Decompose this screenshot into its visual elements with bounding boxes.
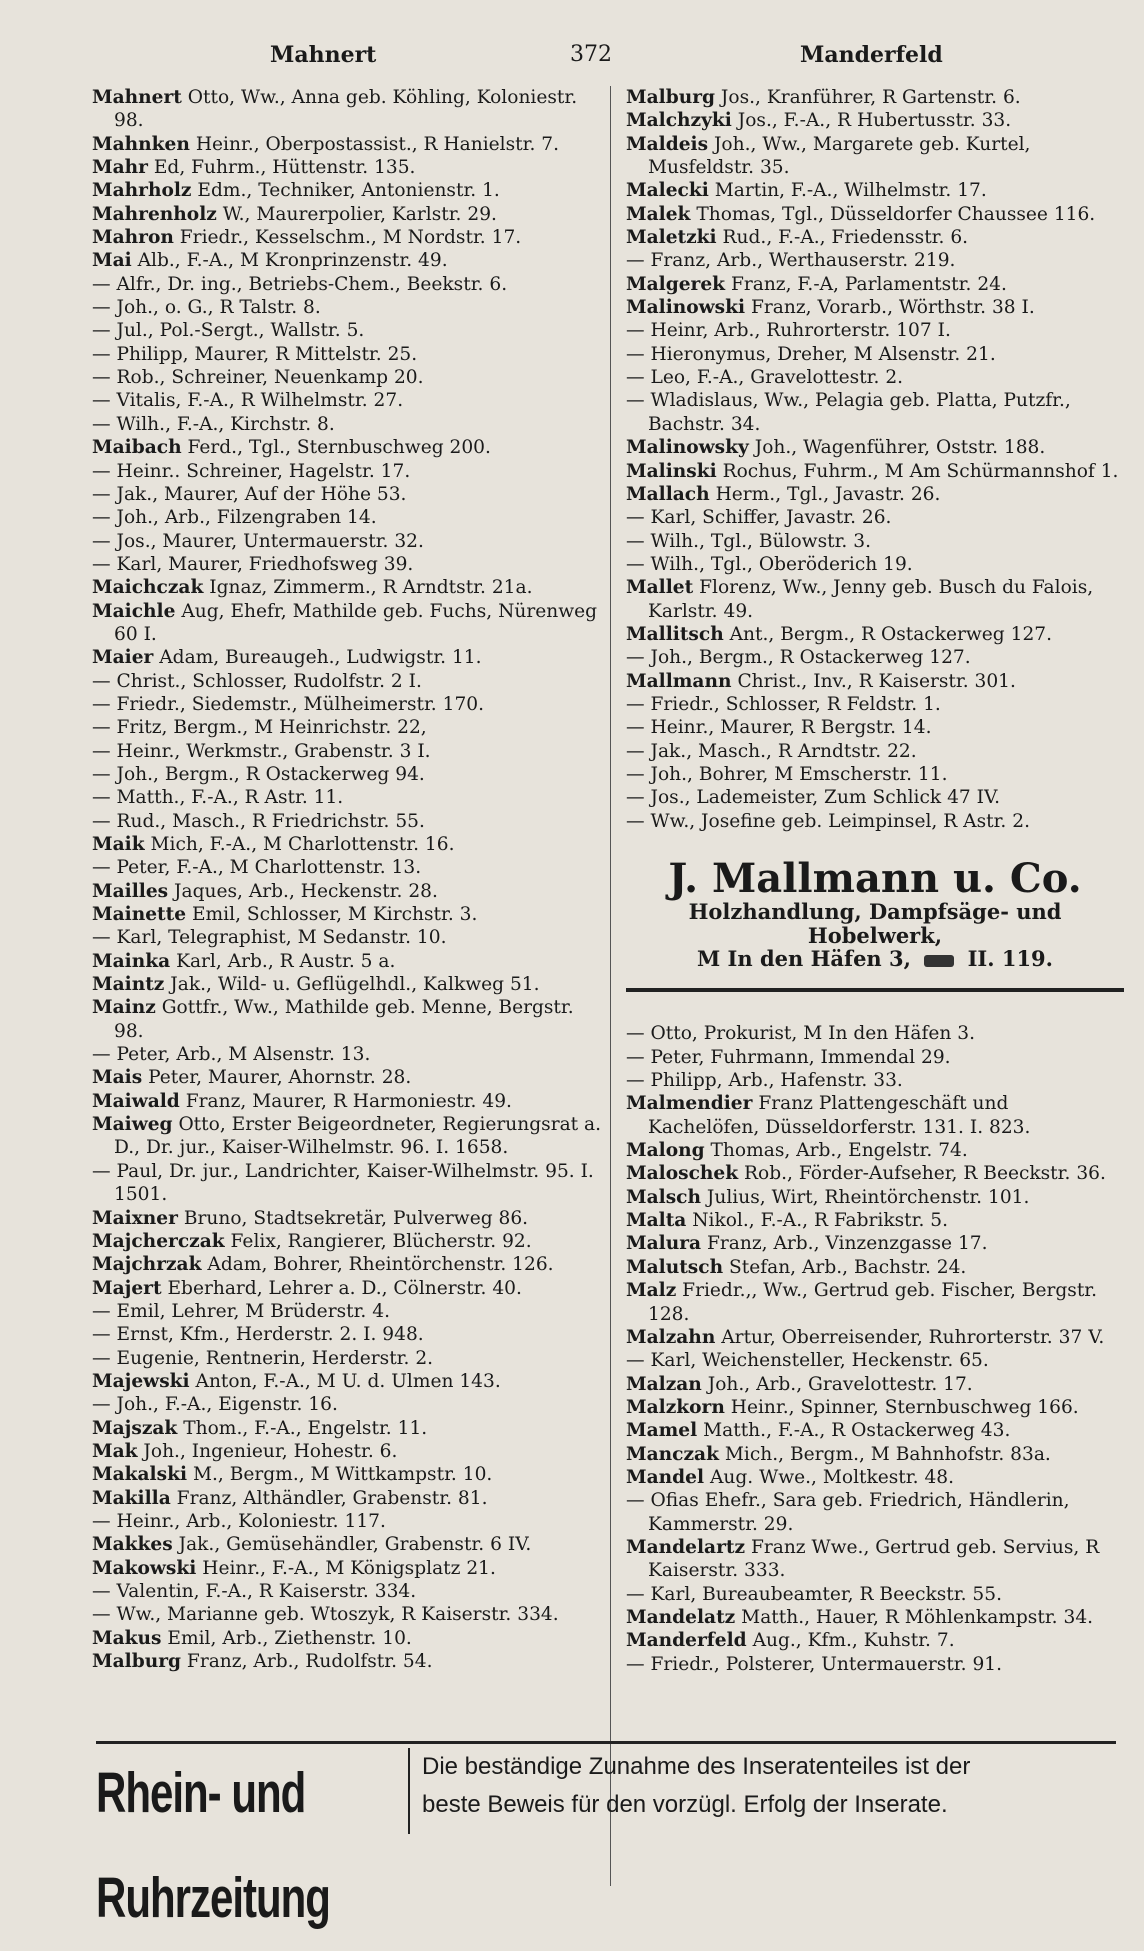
directory-entry: — Ww., Josefine geb. Leimpinsel, R Astr. 2. [626, 810, 1030, 832]
running-head-right: Manderfeld [800, 42, 943, 68]
directory-entry: — Joh., F.-A., Eigenstr. 16. [92, 1394, 338, 1416]
directory-entry: Makilla Franz, Althändler, Grabenstr. 81. [92, 1487, 488, 1509]
footer-advert [96, 1741, 1116, 1930]
directory-entry: — Karl, Schiffer, Javastr. 26. [626, 507, 892, 529]
directory-entry: — Wladislaus, Ww., Pelagia geb. Platta, Putzfr., Bachstr. 34. [626, 390, 1071, 435]
directory-entry: Malta Nikol., F.-A., R Fabrikstr. 5. [626, 1210, 949, 1232]
directory-entry: Majcherczak Felix, Rangierer, Blücherstr. 92. [92, 1230, 532, 1252]
directory-entry: Makus Emil, Arb., Ziethenstr. 10. [92, 1627, 412, 1649]
directory-entry: Mahnken Heinr., Oberpostassist., R Hanielstr. 7. [92, 133, 560, 155]
directory-entry: Mallmann Christ., Inv., R Kaiserstr. 301. [626, 670, 1016, 692]
directory-entry: — Jul., Pol.-Sergt., Wallstr. 5. [92, 320, 365, 342]
telephone-icon [924, 955, 954, 967]
directory-entry: Mais Peter, Maurer, Ahornstr. 28. [92, 1067, 412, 1089]
directory-entry: — Karl, Telegraphist, M Sedanstr. 10. [92, 927, 447, 949]
directory-entry: — Joh., Bergm., R Ostackerweg 127. [626, 647, 971, 669]
directory-entry: Malzan Joh., Arb., Gravelottestr. 17. [626, 1373, 973, 1395]
directory-entry: — Philipp, Maurer, R Mittelstr. 25. [92, 343, 418, 365]
directory-entry: Maichczak Ignaz, Zimmerm., R Arndtstr. 21a. [92, 577, 533, 599]
directory-entry: Mailles Jaques, Arb., Heckenstr. 28. [92, 880, 438, 902]
directory-entry: Mandelartz Franz Wwe., Gertrud geb. Servius, R Kaiserstr. 333. [626, 1536, 1100, 1582]
directory-entry: Mainette Emil, Schlosser, M Kirchstr. 3. [92, 904, 478, 926]
footer-advert-text [408, 1748, 1132, 1834]
advert-subtitle: Holzhandlung, Dampfsäge- und Hobelwerk, [688, 899, 1062, 948]
right-entries-bottom [626, 1022, 1124, 1676]
column-divider [610, 86, 611, 1886]
directory-entry: — Matth., F.-A., R Astr. 11. [92, 787, 344, 809]
directory-entry: — Heinr, Arb., Ruhrorterstr. 107 I. [626, 320, 951, 342]
directory-entry: Mainz Gottfr., Ww., Mathilde geb. Menne, Bergstr. 98. [92, 997, 574, 1042]
directory-entry: Mak Joh., Ingenieur, Hohestr. 6. [92, 1440, 398, 1462]
directory-entry: Maintz Jak., Wild- u. Geflügelhdl., Kalkweg 51. [92, 974, 540, 996]
directory-entry: Mamel Matth., F.-A., R Ostackerweg 43. [626, 1420, 1011, 1442]
directory-entry: — Ww., Marianne geb. Wtoszyk, R Kaiserstr. 334. [92, 1604, 559, 1626]
directory-entry: — Karl, Maurer, Friedhofsweg 39. [92, 553, 414, 575]
directory-entry: Majert Eberhard, Lehrer a. D., Cölnerstr. 40. [92, 1277, 522, 1299]
directory-entry: — Karl, Bureaubeamter, R Beeckstr. 55. [626, 1583, 1003, 1605]
directory-entry: Mallitsch Ant., Bergm., R Ostackerweg 127. [626, 623, 1053, 645]
directory-entry: Makkes Jak., Gemüsehändler, Grabenstr. 6 IV. [92, 1534, 532, 1556]
directory-entry: Majchrzak Adam, Bohrer, Rheintörchenstr. 126. [92, 1254, 554, 1276]
directory-entry: — Valentin, F.-A., R Kaiserstr. 334. [92, 1581, 417, 1602]
footer-advert-logo: Rhein- und Ruhrzeitung [96, 1760, 330, 1930]
advert-address-text: M In den Häfen 3, [697, 946, 911, 972]
directory-entry: Makowski Heinr., F.-A., M Königsplatz 21. [92, 1557, 496, 1579]
directory-entry: Malchzyki Jos., F.-A., R Hubertusstr. 33. [626, 110, 1012, 132]
directory-entry: Maixner Bruno, Stadtsekretär, Pulverweg 86. [92, 1207, 529, 1229]
directory-entry: Malura Franz, Arb., Vinzenzgasse 17. [626, 1233, 988, 1255]
directory-entry: Maloschek Rob., Förder-Aufseher, R Beeckstr. 36. [626, 1163, 1106, 1185]
directory-entry: Maier Adam, Bureaugeh., Ludwigstr. 11. [92, 647, 482, 669]
advert-address [626, 947, 1124, 970]
directory-entry: Malinski Rochus, Fuhrm., M Am Schürmannshof 1. [626, 460, 1119, 482]
directory-entry: — Peter, F.-A., M Charlottenstr. 13. [92, 857, 422, 879]
directory-entry: — Philipp, Arb., Hafenstr. 33. [626, 1070, 903, 1092]
directory-entry: Malecki Martin, F.-A., Wilhelmstr. 17. [626, 180, 987, 202]
directory-entry: Manderfeld Aug., Kfm., Kuhstr. 7. [626, 1630, 955, 1652]
directory-entry: — Jos., Maurer, Untermauerstr. 32. [92, 530, 424, 552]
directory-entry: — Jak., Maurer, Auf der Höhe 53. [92, 483, 407, 505]
directory-entry: Malzahn Artur, Oberreisender, Ruhrorterstr. 37 V. [626, 1326, 1105, 1348]
directory-entry: Mahrenholz W., Maurerpolier, Karlstr. 29. [92, 203, 497, 225]
directory-entry: Mandel Aug. Wwe., Moltkestr. 48. [626, 1466, 955, 1488]
page-number: 372 [570, 42, 612, 67]
directory-entry: Manczak Mich., Bergm., M Bahnhofstr. 83a. [626, 1443, 1051, 1465]
right-entries-top [626, 86, 1124, 833]
advert-phone: II. 119. [967, 946, 1053, 972]
directory-entry: Malburg Jos., Kranführer, R Gartenstr. 6. [626, 87, 1021, 108]
directory-entry: Mahrholz Edm., Techniker, Antonienstr. 1. [92, 180, 500, 202]
directory-entry: — Fritz, Bergm., M Heinrichstr. 22, [92, 717, 427, 739]
directory-entry: — Wilh., Tgl., Bülowstr. 3. [626, 530, 871, 552]
directory-entry: — Peter, Arb., M Alsenstr. 13. [92, 1044, 371, 1066]
directory-entry: — Wilh., Tgl., Oberöderich 19. [626, 553, 913, 575]
directory-entry: Malburg Franz, Arb., Rudolfstr. 54. [92, 1651, 433, 1673]
directory-entry: — Rud., Masch., R Friedrichstr. 55. [92, 810, 425, 832]
directory-entry: — Joh., Bohrer, M Emscherstr. 11. [626, 763, 948, 785]
directory-entry: — Karl, Weichensteller, Heckenstr. 65. [626, 1350, 989, 1372]
directory-entry: — Joh., Bergm., R Ostackerweg 94. [92, 763, 425, 785]
directory-entry: — Friedr., Schlosser, R Feldstr. 1. [626, 693, 941, 715]
directory-entry: — Heinr., Werkmstr., Grabenstr. 3 I. [92, 740, 431, 762]
directory-entry: Malinowski Franz, Vorarb., Wörthstr. 38 I. [626, 297, 1035, 319]
directory-entry: Malmendier Franz Plattengeschäft und Kachelöfen, Düsseldorferstr. 131. I. 823. [626, 1093, 1031, 1138]
directory-entry: Maletzki Rud., F.-A., Friedensstr. 6. [626, 227, 969, 249]
directory-entry: — Vitalis, F.-A., R Wilhelmstr. 27. [92, 390, 404, 412]
advert-divider [626, 988, 1124, 992]
directory-entry: Makalski M., Bergm., M Wittkampstr. 10. [92, 1464, 493, 1486]
directory-entry: — Heinr., Maurer, R Bergstr. 14. [626, 717, 932, 739]
directory-entry: — Leo, F.-A., Gravelottestr. 2. [626, 367, 904, 389]
directory-entry: Maiwald Franz, Maurer, R Harmoniestr. 49. [92, 1090, 512, 1112]
directory-entry: Majewski Anton, F.-A., M U. d. Ulmen 143. [92, 1370, 501, 1392]
directory-entry: Mainka Karl, Arb., R Austr. 5 a. [92, 950, 396, 972]
directory-entry: Maik Mich, F.-A., M Charlottenstr. 16. [92, 834, 455, 855]
directory-entry: — Alfr., Dr. ing., Betriebs-Chem., Beekstr. 6. [92, 273, 508, 295]
directory-entry: — Emil, Lehrer, M Brüderstr. 4. [92, 1300, 390, 1322]
directory-entry: — Paul, Dr. jur., Landrichter, Kaiser-Wilhelmstr. 95. I. 1501. [92, 1160, 594, 1206]
directory-entry: Mallet Florenz, Ww., Jenny geb. Busch du Falois, Karlstr. 49. [626, 577, 1094, 622]
directory-entry: — Friedr., Siedemstr., Mülheimerstr. 170. [92, 693, 485, 715]
directory-entry: Maldeis Joh., Ww., Margarete geb. Kurtel, Musfeldstr. 35. [626, 133, 1031, 179]
company-advert [626, 855, 1124, 992]
footer-advert-line-2: beste Beweis für den vorzügl. Erfolg der Inserate. [422, 1791, 948, 1818]
left-column [92, 86, 608, 1673]
directory-entry: — Otto, Prokurist, M In den Häfen 3. [626, 1023, 975, 1045]
directory-entry: Malzkorn Heinr., Spinner, Sternbuschweg 166. [626, 1396, 1079, 1418]
directory-entry: — Joh., o. G., R Talstr. 8. [92, 297, 321, 319]
directory-entry: — Wilh., F.-A., Kirchstr. 8. [92, 413, 335, 435]
directory-entry: Malz Friedr.,, Ww., Gertrud geb. Fischer, Bergstr. 128. [626, 1280, 1098, 1325]
directory-entry: — Heinr., Arb., Koloniestr. 117. [92, 1510, 386, 1532]
directory-entry: — Joh., Arb., Filzengraben 14. [92, 507, 377, 529]
directory-entry: Malsch Julius, Wirt, Rheintörchenstr. 101. [626, 1186, 1030, 1208]
running-head-left: Mahnert [270, 42, 377, 68]
directory-entry: Mahr Ed, Fuhrm., Hüttenstr. 135. [92, 157, 416, 179]
directory-entry: — Heinr.. Schreiner, Hagelstr. 17. [92, 460, 411, 482]
directory-entry: Maibach Ferd., Tgl., Sternbuschweg 200. [92, 437, 491, 459]
directory-entry: Malgerek Franz, F.-A, Parlamentstr. 24. [626, 273, 1007, 295]
directory-entry: Mahron Friedr., Kesselschm., M Nordstr. 17. [92, 227, 522, 249]
directory-entry: — Jos., Lademeister, Zum Schlick 47 IV. [626, 787, 1001, 809]
directory-entry: — Ernst, Kfm., Herderstr. 2. I. 948. [92, 1324, 424, 1346]
directory-entry: — Ofias Ehefr., Sara geb. Friedrich, Händlerin, Kammerstr. 29. [626, 1490, 1070, 1535]
directory-entry: Malek Thomas, Tgl., Düsseldorfer Chaussee 116. [626, 203, 1096, 225]
advert-title: J. Mallmann u. Co. [668, 855, 1082, 902]
directory-entry: Mai Alb., F.-A., M Kronprinzenstr. 49. [92, 250, 448, 272]
directory-entry: Maiweg Otto, Erster Beigeordneter, Regierungsrat a. D., Dr. jur., Kaiser-Wilhelmstr. 96. I. 1658. [92, 1114, 602, 1159]
directory-entry: — Eugenie, Rentnerin, Herderstr. 2. [92, 1347, 434, 1369]
directory-entry: — Christ., Schlosser, Rudolfstr. 2 I. [92, 670, 422, 692]
directory-entry: Mahnert Otto, Ww., Anna geb. Köhling, Koloniestr. 98. [92, 87, 578, 132]
footer-advert-line-1: Die beständige Zunahme des Inseratenteiles ist der [422, 1753, 971, 1780]
directory-entry: — Peter, Fuhrmann, Immendal 29. [626, 1046, 951, 1068]
directory-entry: Mandelatz Matth., Hauer, R Möhlenkampstr. 34. [626, 1606, 1094, 1628]
directory-entry: — Jak., Masch., R Arndtstr. 22. [626, 740, 917, 762]
directory-entry: — Franz, Arb., Werthauserstr. 219. [626, 250, 956, 272]
directory-entry: Maichle Aug, Ehefr, Mathilde geb. Fuchs, Nürenweg 60 I. [92, 600, 598, 645]
right-column [626, 86, 1124, 1676]
directory-entry: Malong Thomas, Arb., Engelstr. 74. [626, 1140, 968, 1162]
directory-entry: Malutsch Stefan, Arb., Bachstr. 24. [626, 1256, 967, 1278]
directory-entry: Mallach Herm., Tgl., Javastr. 26. [626, 483, 941, 505]
directory-entry: — Friedr., Polsterer, Untermauerstr. 91. [626, 1653, 1003, 1675]
directory-entry: — Rob., Schreiner, Neuenkamp 20. [92, 367, 424, 389]
directory-entry: Malinowsky Joh., Wagenführer, Oststr. 188. [626, 437, 1046, 459]
directory-entry: — Hieronymus, Dreher, M Alsenstr. 21. [626, 343, 996, 365]
directory-entry: Majszak Thom., F.-A., Engelstr. 11. [92, 1417, 428, 1439]
